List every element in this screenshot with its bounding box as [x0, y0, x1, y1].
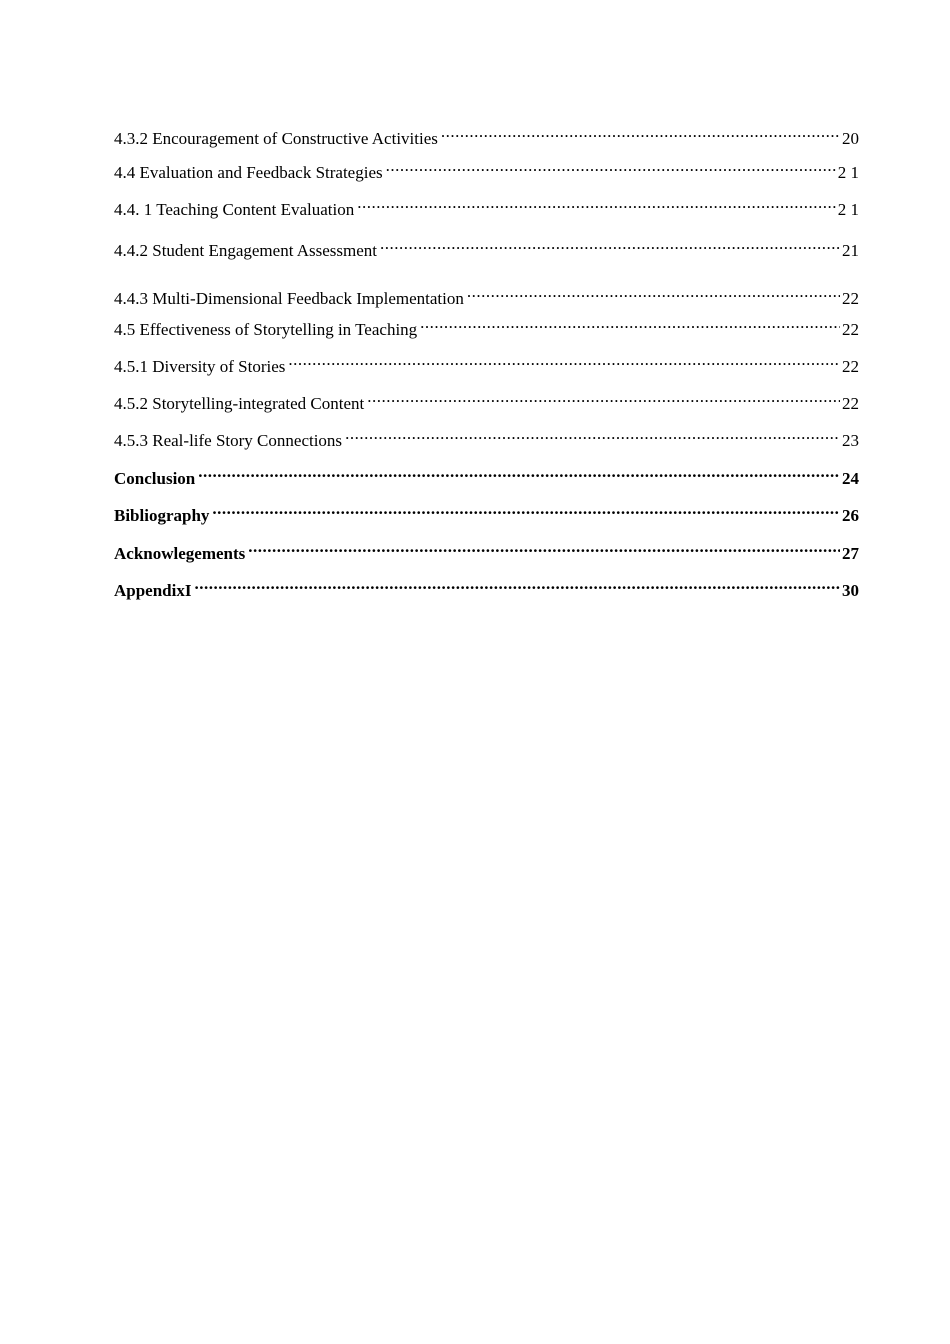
dot-leader	[467, 280, 840, 304]
toc-entry-title: 4.4. 1 Teaching Content Evaluation	[114, 200, 355, 219]
toc-entry[interactable]	[114, 311, 859, 339]
toc-entry[interactable]	[114, 154, 859, 182]
toc-entry[interactable]	[114, 497, 859, 525]
toc-entry-page: 27	[842, 544, 859, 563]
toc-entry-title: AppendixI	[114, 581, 192, 600]
toc-entry-page: 23	[842, 431, 859, 450]
toc-entry-title: 4.4 Evaluation and Feedback Strategies	[114, 163, 383, 182]
dot-leader	[248, 535, 840, 559]
toc-entry-page: 22	[842, 357, 859, 376]
toc-entry-title: 4.4.3 Multi-Dimensional Feedback Implementation	[114, 289, 464, 308]
toc-entry[interactable]	[114, 422, 859, 450]
toc-entry[interactable]	[114, 385, 859, 413]
toc-entry-page: 22	[842, 320, 859, 339]
toc-entry[interactable]	[114, 120, 859, 148]
toc-entry-page: 2 1	[837, 200, 859, 219]
toc-entry-page: 24	[842, 469, 859, 488]
dot-leader	[288, 348, 840, 372]
toc-entry[interactable]	[114, 348, 859, 376]
toc-entry[interactable]	[114, 460, 859, 488]
toc-entry[interactable]	[114, 280, 859, 308]
toc-entry-title: 4.4.2 Student Engagement Assessment	[114, 241, 378, 260]
dot-leader	[194, 572, 840, 596]
toc-entry[interactable]	[114, 191, 859, 219]
toc-entry-title: 4.5 Effectiveness of Storytelling in Teaching	[114, 320, 418, 339]
toc-entry-page: 22	[842, 289, 859, 308]
toc-entry-page: 20	[842, 129, 859, 148]
toc-entry-page: 21	[842, 241, 859, 260]
dot-leader	[198, 460, 840, 484]
toc-entry-title: Acknowlegements	[114, 544, 246, 563]
toc-entry[interactable]	[114, 535, 859, 563]
toc-entry[interactable]	[114, 572, 859, 600]
dot-leader	[380, 232, 840, 256]
toc-entry-title: 4.3.2 Encouragement of Constructive Activities	[114, 129, 438, 148]
dot-leader	[367, 385, 840, 409]
dot-leader	[345, 422, 840, 446]
toc-entry-title: 4.5.1 Diversity of Stories	[114, 357, 286, 376]
dot-leader	[357, 191, 836, 215]
toc-entry-title: Conclusion	[114, 469, 196, 488]
dot-leader	[386, 154, 836, 178]
toc-entry-title: Bibliography	[114, 506, 210, 525]
toc-entry-page: 26	[842, 506, 859, 525]
dot-leader	[212, 497, 840, 521]
dot-leader	[420, 311, 840, 335]
toc-entry-page: 30	[842, 581, 859, 600]
dot-leader	[441, 120, 840, 144]
toc-entry-title: 4.5.2 Storytelling-integrated Content	[114, 394, 365, 413]
toc-entry-page: 2 1	[837, 163, 859, 182]
toc-entry-page: 22	[842, 394, 859, 413]
toc-entry-title: 4.5.3 Real-life Story Connections	[114, 431, 343, 450]
toc-entry[interactable]	[114, 232, 859, 260]
